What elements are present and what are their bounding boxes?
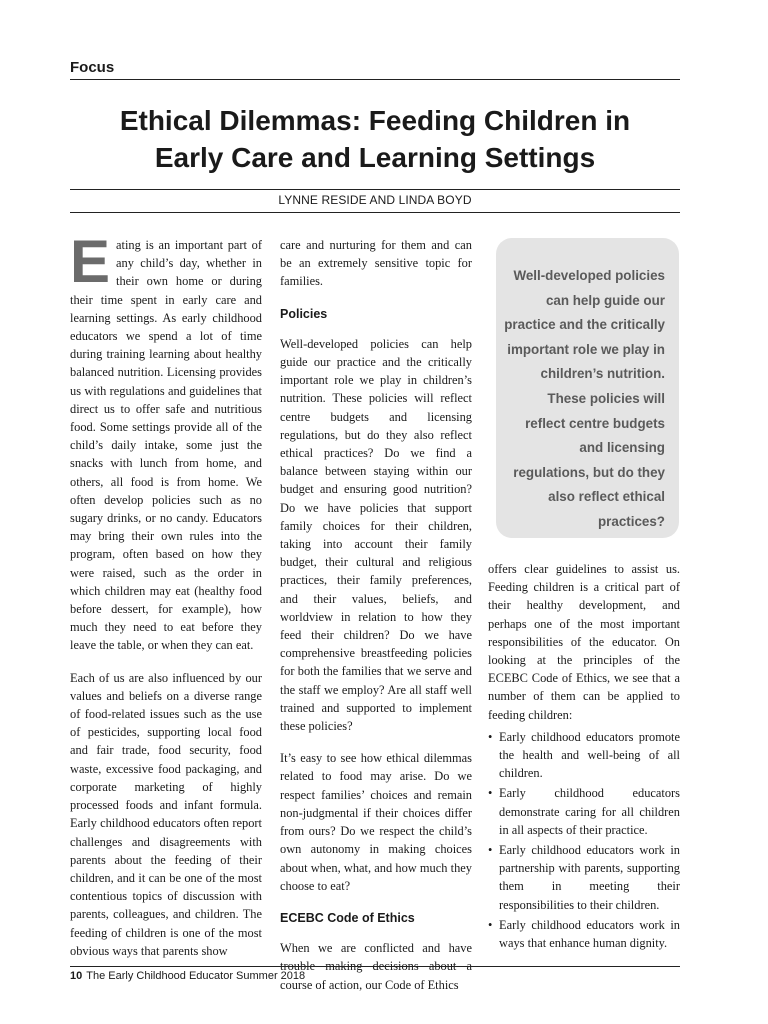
column-1 — [70, 228, 262, 974]
paragraph-policies: Well-developed policies can help guide our practice and the critically important role we play in children’s nutrition. These policies will reflect centre budgets and licensing regulations, but do they also reflect ethical practices? Do we find a balance between staying within our budget and ensuring good nutrition? Do we have policies that support family choices for their children, taking into account their family budget, their cultural and religious practices, their family preferences, and their values, beliefs, and worldview in relation to how they feed their children? Do we have comprehensive breastfeeding policies for both the families that we serve and the staff we employ? Are all staff well trained and supported to implement these policies? — [280, 336, 472, 734]
byline-rule-bottom — [70, 212, 680, 213]
list-item: • Early childhood educators work in ways that enhance human dignity. — [488, 916, 680, 952]
column-3 — [488, 560, 680, 954]
paragraph-dilemmas: It’s easy to see how ethical dilemmas related to food may arise. Do we respect families’ choices and remain non-judgmental if their choices differ from ours? Do we respect the child’s own autonomy in making choices about when, what, and how much they choose to eat? — [280, 751, 472, 893]
paragraph-care: care and nurturing for them and can be an extremely sensitive topic for families. — [280, 238, 472, 289]
footer-rule — [70, 966, 680, 967]
page-footer — [70, 970, 305, 982]
heading-policies: Policies — [280, 306, 328, 321]
title-line-2: Early Care and Learning Settings — [154, 142, 596, 173]
paragraph-guidelines: offers clear guidelines to assist us. Feeding children is a critical part of their healthy development, and perhaps one of the most important responsibilities of the educator. On looking at the principles of the ECEBC Code of Ethics, we see that a number of them can be applied to feeding children: — [488, 562, 680, 722]
list-item: • Early childhood educators work in partnership with parents, supporting them in meeting their responsibilities to their children. — [488, 841, 680, 914]
paragraph-conflicted: When we are conflicted and have trouble making decisions about a course of action, our Code of Ethics — [280, 941, 472, 992]
pull-quote-text: Well-developed policies can help guide our practice and the critically important role we play in children’s nutrition. These policies will reflect centre budgets and licensing regulations, but do they also reflect ethical practices? — [504, 268, 665, 529]
byline: LYNNE RESIDE AND LINDA BOYD — [278, 193, 472, 207]
page-number: 10 — [70, 970, 83, 982]
intro-paragraph — [70, 228, 262, 655]
ethics-principles-list — [488, 728, 680, 952]
pull-quote-box — [496, 238, 679, 538]
drop-cap: E — [70, 228, 111, 295]
list-item: • Early childhood educators promote the health and well-being of all children. — [488, 728, 680, 783]
column-2 — [280, 236, 472, 1008]
paragraph-values: Each of us are also influenced by our values and beliefs on a diverse range of food-related issues such as the use of pesticides, supporting local food and fair trade, food security, food waste, excessive food packaging, and corporate marketing of highly processed foods and infant formula. Early childhood educators often report challenges and disagreements with parents about the feeding of their children, and it can be one of the most contentious topics of discussion with parents, colleagues, and children. The feeding of children is one of the most obvious ways that parents show — [70, 670, 262, 958]
title-line-1: Ethical Dilemmas: Feeding Children in — [119, 105, 631, 136]
header-rule — [70, 79, 680, 80]
intro-text: ating is an important part of any child’s day, whether in their own home or during their time spent in early care and learning settings. As early childhood educators we spend a lot of time during training learning about healthy balanced nutrition. Licensing provides us with regulations and guidelines that direct us to offer safe and nutritious food. Some settings provide all of the child’s daily intake, some just the snacks with lunch from home, and others, all food is from home. We often develop policies such as no sugary drinks, or no candy. Educators may bring their own rules into the program, often based on how they were raised, such as the order in which children may eat (healthy food before dessert, for example), how much they need to eat before they leave the table, or when they can eat. — [70, 238, 262, 653]
section-label: Focus — [70, 59, 115, 76]
article-title — [70, 102, 680, 176]
byline-rule-top — [70, 189, 680, 190]
heading-code-of-ethics: ECEBC Code of Ethics — [280, 910, 415, 925]
list-item: • Early childhood educators demonstrate caring for all children in all aspects of their practice. — [488, 784, 680, 839]
publication-name: The Early Childhood Educator Summer 2018 — [86, 970, 306, 982]
